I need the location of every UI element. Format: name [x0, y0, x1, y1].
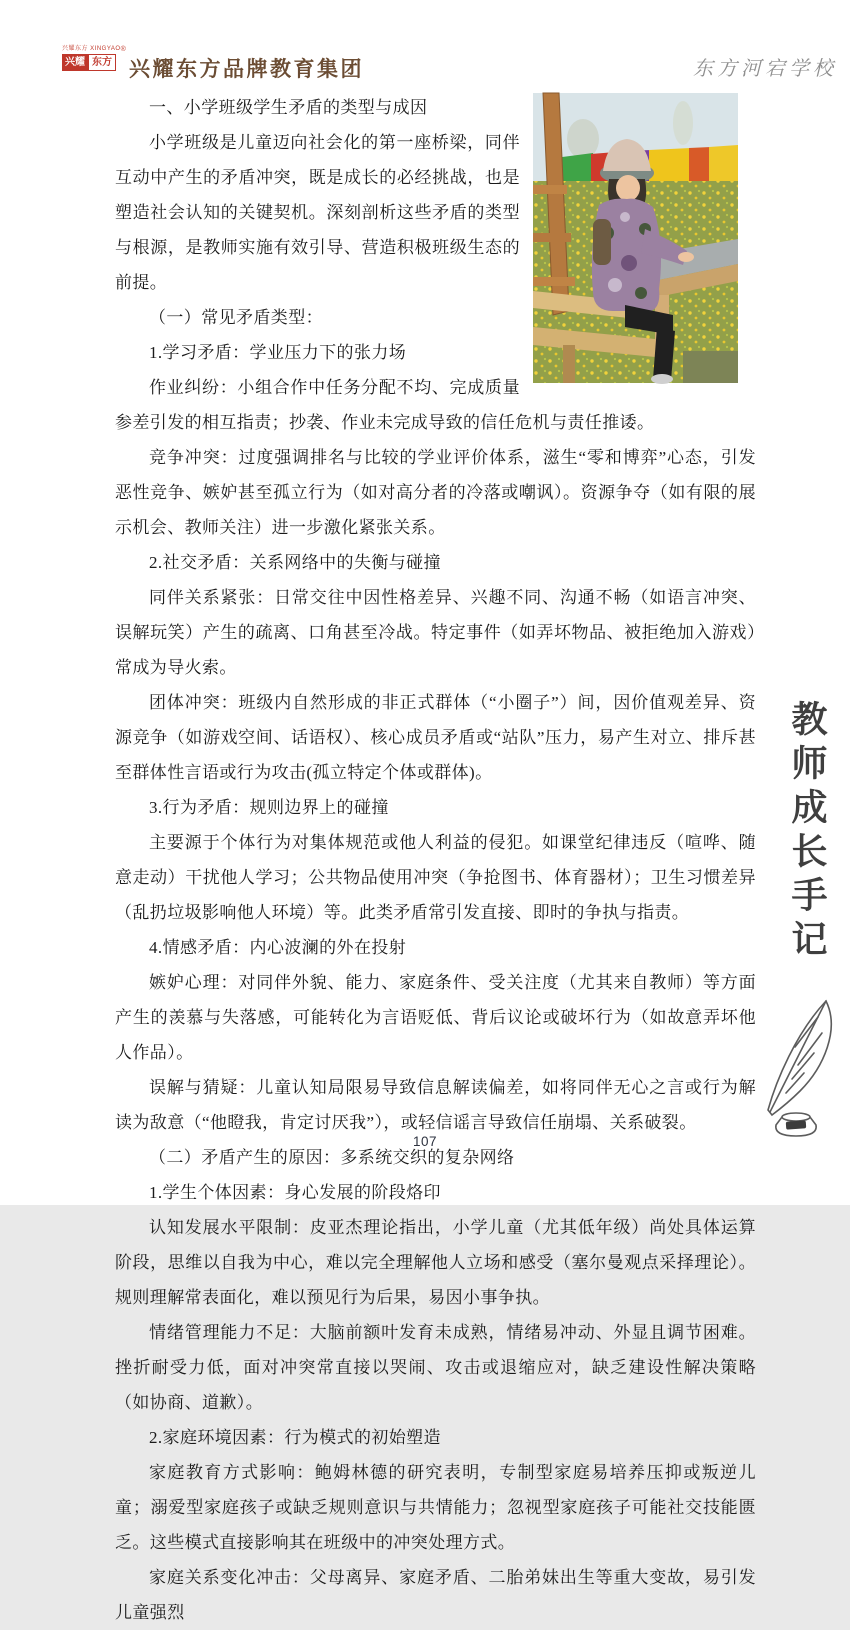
paragraph: （二）矛盾产生的原因：多系统交织的复杂网络 — [149, 1148, 515, 1167]
brand-seal-logo — [62, 46, 127, 71]
paragraph: （一）常见矛盾类型： — [149, 308, 323, 327]
paragraph: 2.家庭环境因素：行为模式的初始塑造 — [149, 1428, 441, 1447]
logo-seal-right: 东方 — [88, 54, 116, 71]
paragraph: 嫉妒心理：对同伴外貌、能力、家庭条件、受关注度（尤其来自教师）等方面产生的羡慕与失落感，可能转化为言语贬低、背后议论或破坏行为（如故意弄坏他人作品）。 — [115, 973, 756, 1062]
logo-tagline-text: 兴耀东方 XINGYAO — [62, 46, 121, 52]
paragraph: 误解与猜疑：儿童认知局限易导致信息解读偏差，如将同伴无心之言或行为解读为敌意（“他瞪我，肯定讨厌我”），或轻信谣言导致信任崩塌、关系破裂。 — [115, 1078, 756, 1132]
document-body — [115, 90, 756, 1630]
photo-illustration — [533, 93, 738, 383]
paragraph: 3.行为矛盾：规则边界上的碰撞 — [149, 798, 389, 817]
logo-seal-row — [62, 54, 120, 71]
teacher-outdoor-photo — [533, 93, 738, 383]
quill-ink-icon — [748, 995, 844, 1145]
paragraph: 一、小学班级学生矛盾的类型与成因 — [149, 98, 428, 117]
logo-tagline — [62, 46, 127, 53]
paragraph: 小学班级是儿童迈向社会化的第一座桥梁，同伴互动中产生的矛盾冲突，既是成长的必经挑战，也是塑造社会认知的关键契机。深刻剖析这些矛盾的类型与根源，是教师实施有效引导、营造积极班级生态的前提。 — [115, 133, 520, 292]
paragraph: 1.学习矛盾：学业压力下的张力场 — [149, 343, 407, 362]
paragraph: 2.社交矛盾：关系网络中的失衡与碰撞 — [149, 553, 441, 572]
header — [62, 46, 364, 83]
paragraph: 同伴关系紧张：日常交往中因性格差异、兴趣不同、沟通不畅（如语言冲突、误解玩笑）产生的疏离、口角甚至冷战。特定事件（如弄坏物品、被拒绝加入游戏）常成为导火索。 — [115, 588, 756, 677]
paragraph: 认知发展水平限制：皮亚杰理论指出，小学儿童（尤其低年级）尚处具体运算阶段，思维以自我为中心，难以完全理解他人立场和感受（塞尔曼观点采择理论）。规则理解常表面化，难以预见行为后果，易因小事争执。 — [115, 1218, 756, 1307]
company-title: 兴耀东方品牌教育集团 — [129, 57, 364, 81]
paragraph: 情绪管理能力不足：大脑前额叶发育未成熟，情绪易冲动、外显且调节困难。挫折耐受力低，面对冲突常直接以哭闹、攻击或退缩应对，缺乏建设性解决策略（如协商、道歉）。 — [115, 1323, 756, 1412]
paragraph: 团体冲突：班级内自然形成的非正式群体（“小圈子”）间，因价值观差异、资源竞争（如游戏空间、话语权）、核心成员矛盾或“站队”压力，易产生对立、排斥甚至群体性言语或行为攻击(孤立特定个体或群体)。 — [115, 693, 756, 782]
paragraph: 家庭教育方式影响：鲍姆林德的研究表明，专制型家庭易培养压抑或叛逆儿童；溺爱型家庭孩子或缺乏规则意识与共情能力；忽视型家庭孩子可能社交技能匮乏。这些模式直接影响其在班级中的冲突处理方式。 — [115, 1463, 756, 1552]
margin-calligraphy: 教师成长手记 — [786, 700, 828, 964]
paragraph: 家庭关系变化冲击：父母离异、家庭矛盾、二胎弟妹出生等重大变故，易引发儿童强烈 — [115, 1568, 756, 1622]
paragraph: 主要源于个体行为对集体规范或他人利益的侵犯。如课堂纪律违反（喧哗、随意走动）干扰他人学习；公共物品使用冲突（争抢图书、体育器材）；卫生习惯差异（乱扔垃圾影响他人环境）等。此类矛盾常引发直接、即时的争执与指责。 — [115, 833, 756, 922]
paragraph: 作业纠纷：小组合作中任务分配不均、完成质量参差引发的相互指责；抄袭、作业未完成导致的信任危机与责任推诿。 — [115, 378, 655, 432]
paragraph: 竞争冲突：过度强调排名与比较的学业评价体系，滋生“零和博弈”心态，引发恶性竞争、嫉妒甚至孤立行为（如对高分者的冷落或嘲讽）。资源争夺（如有限的展示机会、教师关注）进一步激化紧张关系。 — [115, 448, 756, 537]
school-name: 东方河宕学校 — [693, 58, 837, 80]
page-number: 107 — [412, 1134, 438, 1149]
logo-seal-left: 兴耀 — [62, 54, 88, 71]
paragraph: 1.学生个体因素：身心发展的阶段烙印 — [149, 1183, 441, 1202]
paragraph: 4.情感矛盾：内心波澜的外在投射 — [149, 938, 407, 957]
registered-mark: ® — [120, 46, 127, 53]
